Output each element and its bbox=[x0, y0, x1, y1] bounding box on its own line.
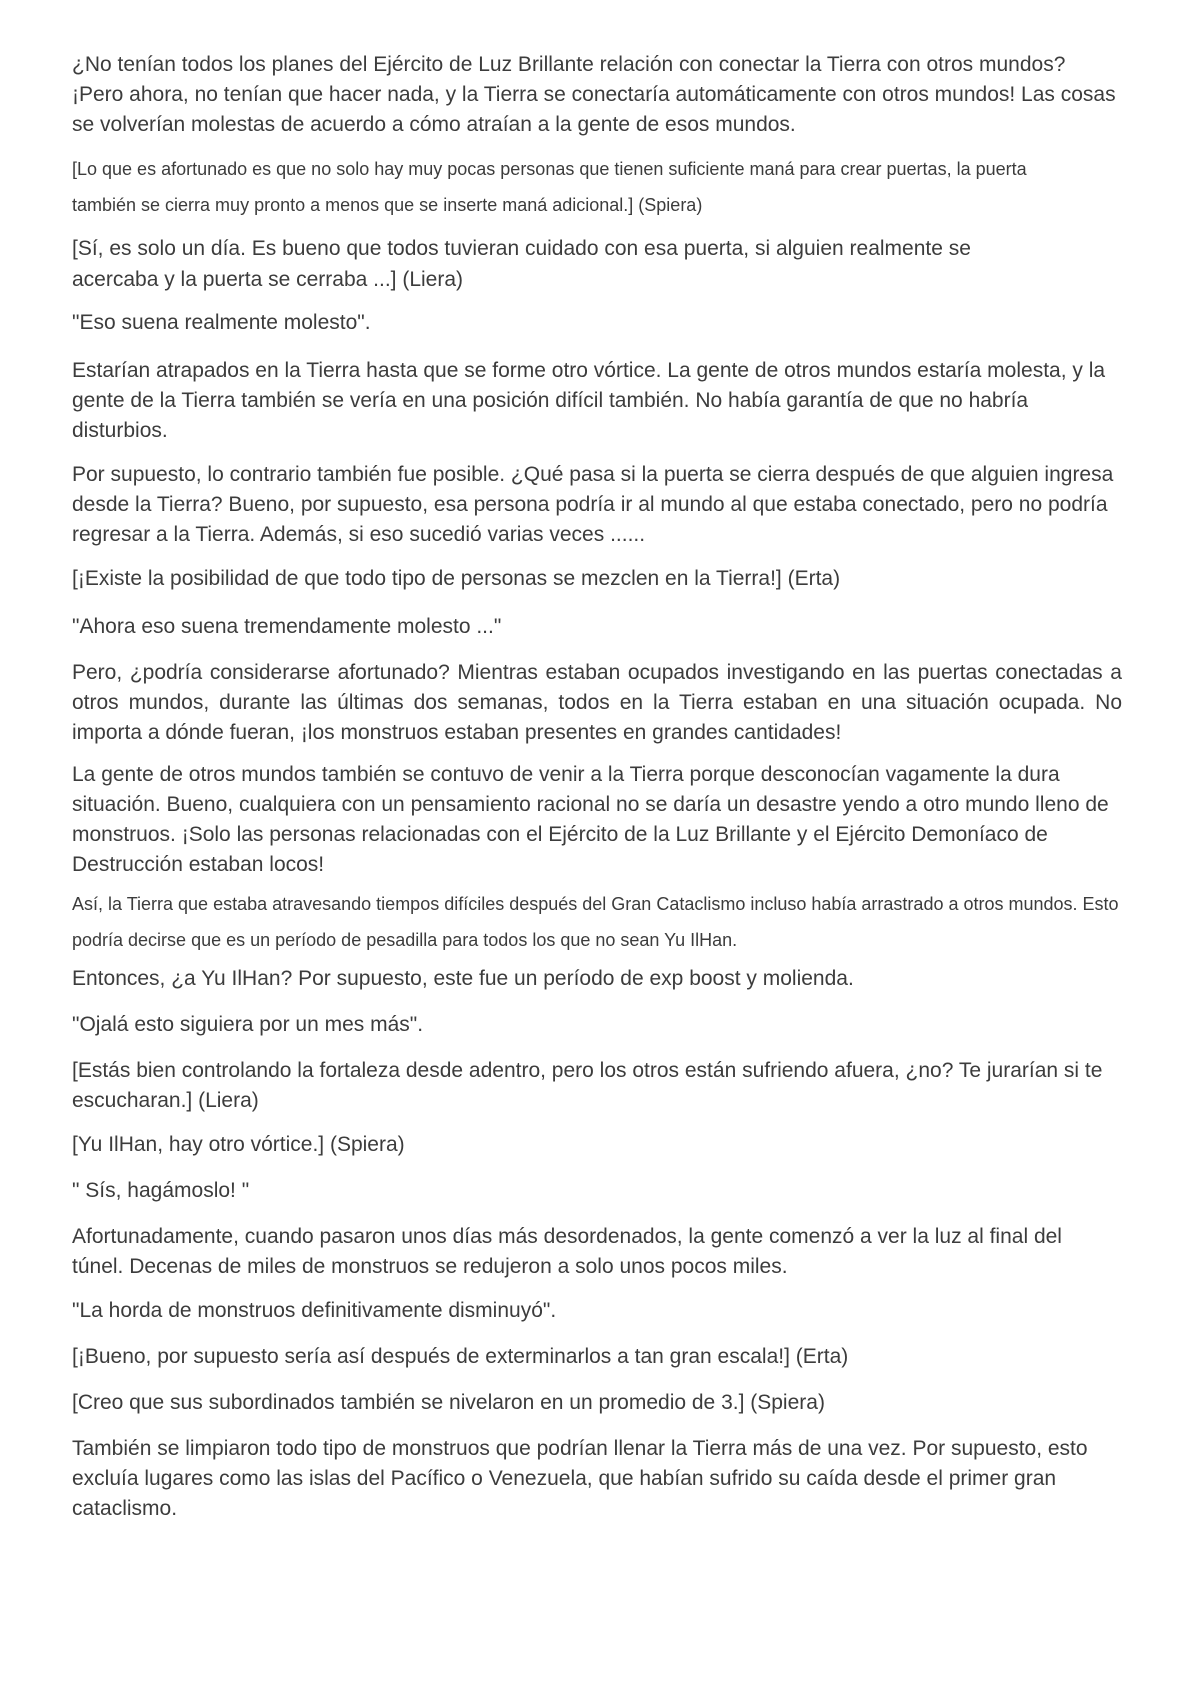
paragraph-6: Por supuesto, lo contrario también fue posible. ¿Qué pasa si la puerta se cierra después de que alguien ingresa desde la Tierra? Bueno, por supuesto, esa persona podría ir al mundo al que estaba conectado, pero no podría regresar a la Tierra. Además, si eso sucedió varias veces ...... bbox=[72, 463, 1114, 546]
paragraph-12: Entonces, ¿a Yu IlHan? Por supuesto, este fue un período de exp boost y molienda. bbox=[72, 967, 854, 990]
paragraph-7: [¡Existe la posibilidad de que todo tipo de personas se mezclen en la Tierra!] (Erta) bbox=[72, 567, 841, 590]
document-page bbox=[72, 50, 1122, 1524]
paragraph-11: Así, la Tierra que estaba atravesando tiempos difíciles después del Gran Cataclismo incluso había arrastrado a otros mundos. Esto podría decirse que es un período de pesadilla para todos los que no sean Yu IlHan. bbox=[72, 894, 1119, 950]
paragraph-3: [Sí, es solo un día. Es bueno que todos tuvieran cuidado con esa puerta, si alguien realmente se acercaba y la puerta se cerraba ...] (Liera) bbox=[72, 237, 971, 291]
paragraph-4: "Eso suena realmente molesto". bbox=[72, 311, 371, 334]
paragraph-18: "La horda de monstruos definitivamente disminuyó". bbox=[72, 1299, 557, 1322]
paragraph-14: [Estás bien controlando la fortaleza desde adentro, pero los otros están sufriendo afuera, ¿no? Te jurarían si te escucharan.] (Liera) bbox=[72, 1059, 1103, 1112]
paragraph-20: [Creo que sus subordinados también se nivelaron en un promedio de 3.] (Spiera) bbox=[72, 1391, 825, 1414]
paragraph-13: "Ojalá esto siguiera por un mes más". bbox=[72, 1013, 424, 1036]
paragraph-9: Pero, ¿podría considerarse afortunado? Mientras estaban ocupados investigando en las puertas conectadas a otros mundos, durante las últimas dos semanas, todos en la Tierra estaban en una situación ocupada. No importa a dónde fueran, ¡los monstruos estaban presentes en grandes cantidades! bbox=[72, 661, 1122, 744]
paragraph-17: Afortunadamente, cuando pasaron unos días más desordenados, la gente comenzó a ver la luz al final del túnel. Decenas de miles de monstruos se redujeron a solo unos pocos miles. bbox=[72, 1225, 1062, 1278]
paragraph-2: [Lo que es afortunado es que no solo hay muy pocas personas que tienen suficiente maná para crear puertas, la puerta también se cierra muy pronto a menos que se inserte maná adicional.] (Spiera) bbox=[72, 159, 1027, 215]
paragraph-8: "Ahora eso suena tremendamente molesto ..." bbox=[72, 615, 502, 638]
paragraph-19: [¡Bueno, por supuesto sería así después de exterminarlos a tan gran escala!] (Erta) bbox=[72, 1345, 849, 1368]
paragraph-5: Estarían atrapados en la Tierra hasta que se forme otro vórtice. La gente de otros mundos estaría molesta, y la gente de la Tierra también se vería en una posición difícil también. No había garantía de que no habría disturbios. bbox=[72, 359, 1106, 442]
paragraph-1: ¿No tenían todos los planes del Ejército de Luz Brillante relación con conectar la Tierra con otros mundos? ¡Pero ahora, no tenían que hacer nada, y la Tierra se conectaría automáticamente con otros mundos! Las cosas se volverían molestas de acuerdo a cómo atraían a la gente de esos mundos. bbox=[72, 53, 1116, 136]
paragraph-10: La gente de otros mundos también se contuvo de venir a la Tierra porque desconocían vagamente la dura situación. Bueno, cualquiera con un pensamiento racional no se daría un desastre yendo a otro mundo lleno de monstruos. ¡Solo las personas relacionadas con el Ejército de la Luz Brillante y el Ejército Demoníaco de Destrucción estaban locos! bbox=[72, 763, 1109, 876]
paragraph-21: También se limpiaron todo tipo de monstruos que podrían llenar la Tierra más de una vez. Por supuesto, esto excluía lugares como las islas del Pacífico o Venezuela, que habían sufrido su caída desde el primer gran cataclismo. bbox=[72, 1437, 1088, 1520]
paragraph-15: [Yu IlHan, hay otro vórtice.] (Spiera) bbox=[72, 1133, 405, 1156]
paragraph-16: " Sís, hagámoslo! " bbox=[72, 1179, 250, 1202]
